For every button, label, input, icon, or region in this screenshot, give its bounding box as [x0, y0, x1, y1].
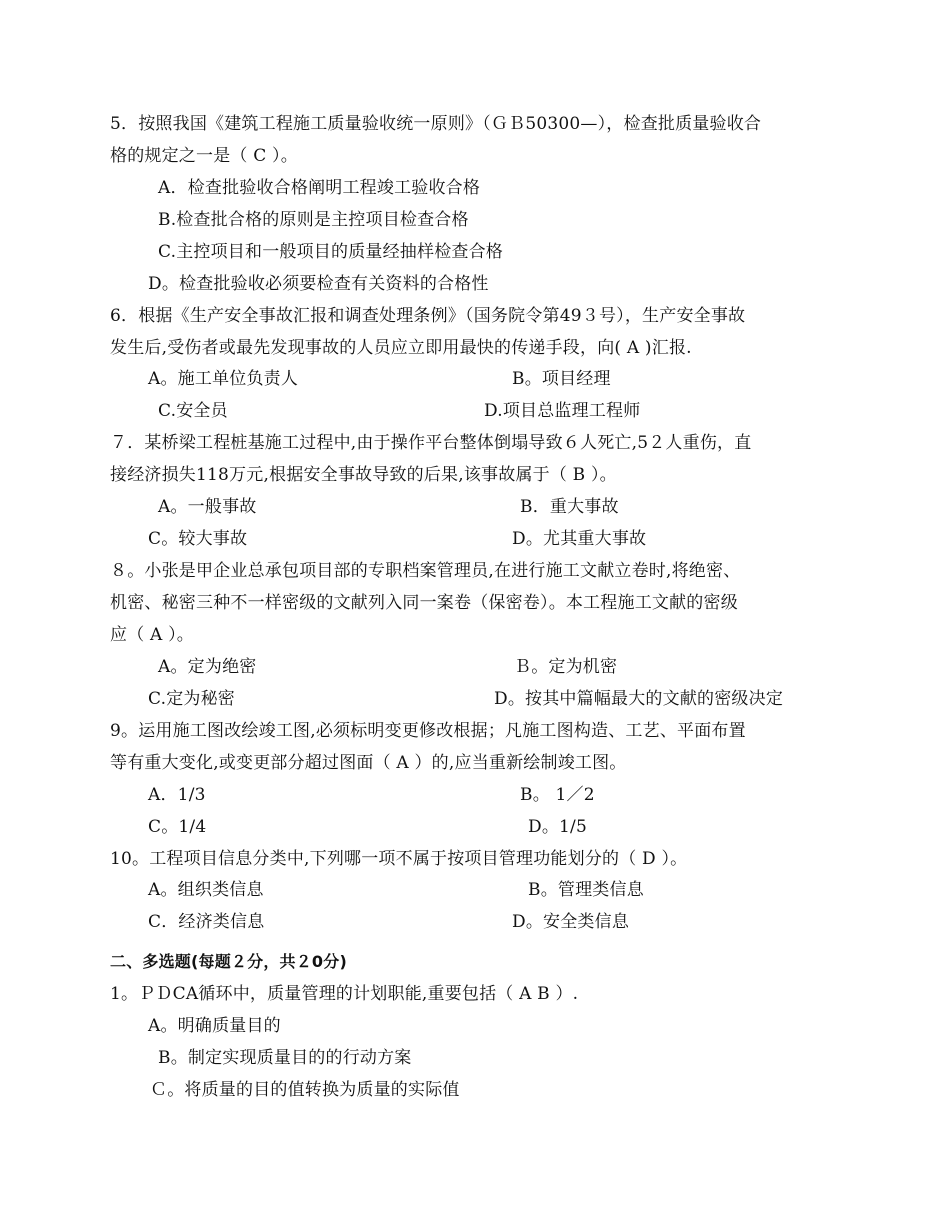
q5-option-c: C.主控项目和一般项目的质量经抽样检查合格 — [158, 242, 504, 262]
q6-option-a: A。施工单位负责人 — [148, 369, 299, 389]
q8-option-d: D。按其中篇幅最大的文献的密级决定 — [494, 689, 784, 709]
q9-option-a: A．1/3 — [148, 785, 206, 805]
q7-option-a: A。一般事故 — [158, 497, 257, 517]
q6-stem-line2: 发生后,受伤者或最先发现事故的人员应立即用最快的传递手段，向( A )汇报. — [110, 338, 692, 358]
q9-stem-line2: 等有重大变化,或变更部分超过图面（ A ）的,应当重新绘制竣工图。 — [110, 753, 627, 773]
q7-option-c: C。较大事故 — [148, 529, 248, 549]
q9-option-c: C。1/4 — [148, 817, 207, 837]
q7-option-b: B．重大事故 — [520, 497, 619, 517]
s2-q1-stem-line1: 1。ＰＤCA循环中，质量管理的计划职能,重要包括（ A B ）. — [110, 984, 579, 1004]
q8-option-c: C.定为秘密 — [148, 689, 236, 709]
q7-stem-line2: 接经济损失118万元,根据安全事故导致的后果,该事故属于（ B ）。 — [110, 465, 617, 485]
section-title-multiple-choice: 二、多选题(每题２分，共２0分) — [110, 952, 347, 971]
q5-stem-line1: 5．按照我国《建筑工程施工质量验收统一原则》（ＧＢ50300—），检查批质量验收合 — [110, 114, 762, 134]
q6-option-d: D.项目总监理工程师 — [484, 401, 641, 421]
s2-q1-option-a: A。明确质量目的 — [148, 1016, 281, 1036]
q8-stem-line3: 应（ A ）。 — [110, 625, 194, 645]
q9-stem-line1: 9。运用施工图改绘竣工图,必须标明变更修改根据；凡施工图构造、工艺、平面布置 — [110, 721, 746, 741]
q5-option-a: A．检查批验收合格阐明工程竣工验收合格 — [158, 178, 481, 198]
q8-option-b: Ｂ。定为机密 — [514, 657, 618, 677]
q8-stem-line1: ８。小张是甲企业总承包项目部的专职档案管理员,在进行施工文献立卷时,将绝密、 — [110, 561, 741, 581]
q6-option-c: C.安全员 — [158, 401, 228, 421]
s2-q1-option-b: B。制定实现质量目的的行动方案 — [158, 1048, 412, 1068]
q8-stem-line2: 机密、秘密三种不一样密级的文献列入同一案卷（保密卷）。本工程施工文献的密级 — [110, 593, 738, 613]
q8-option-a: A。定为绝密 — [158, 657, 257, 677]
q10-option-d: D。安全类信息 — [512, 912, 630, 932]
q5-stem-line2: 格的规定之一是（ C ）。 — [110, 146, 298, 166]
q10-option-c: C．经济类信息 — [148, 912, 265, 932]
q9-option-d: D。1/5 — [528, 817, 587, 837]
q5-option-d: D。检查批验收必须要检查有关资料的合格性 — [148, 274, 489, 294]
q6-stem-line1: 6．根据《生产安全事故汇报和调查处理条例》（国务院令第49３号），生产安全事故 — [110, 306, 746, 326]
q10-stem-line1: 10。工程项目信息分类中,下列哪一项不属于按项目管理功能划分的（ D ）。 — [110, 849, 688, 869]
q10-option-a: A。组织类信息 — [148, 880, 264, 900]
s2-q1-option-c: Ｃ。将质量的目的值转换为质量的实际值 — [150, 1080, 460, 1100]
q6-option-b: B。项目经理 — [512, 369, 611, 389]
q7-stem-line1: ７．某桥梁工程桩基施工过程中,由于操作平台整体倒塌导致６人死亡,5２人重伤，直 — [110, 433, 752, 453]
q9-option-b: B。 1／2 — [520, 785, 595, 805]
q5-option-b: B.检查批合格的原则是主控项目检查合格 — [158, 210, 469, 230]
q7-option-d: D。尤其重大事故 — [512, 529, 647, 549]
q10-option-b: B。管理类信息 — [528, 880, 644, 900]
